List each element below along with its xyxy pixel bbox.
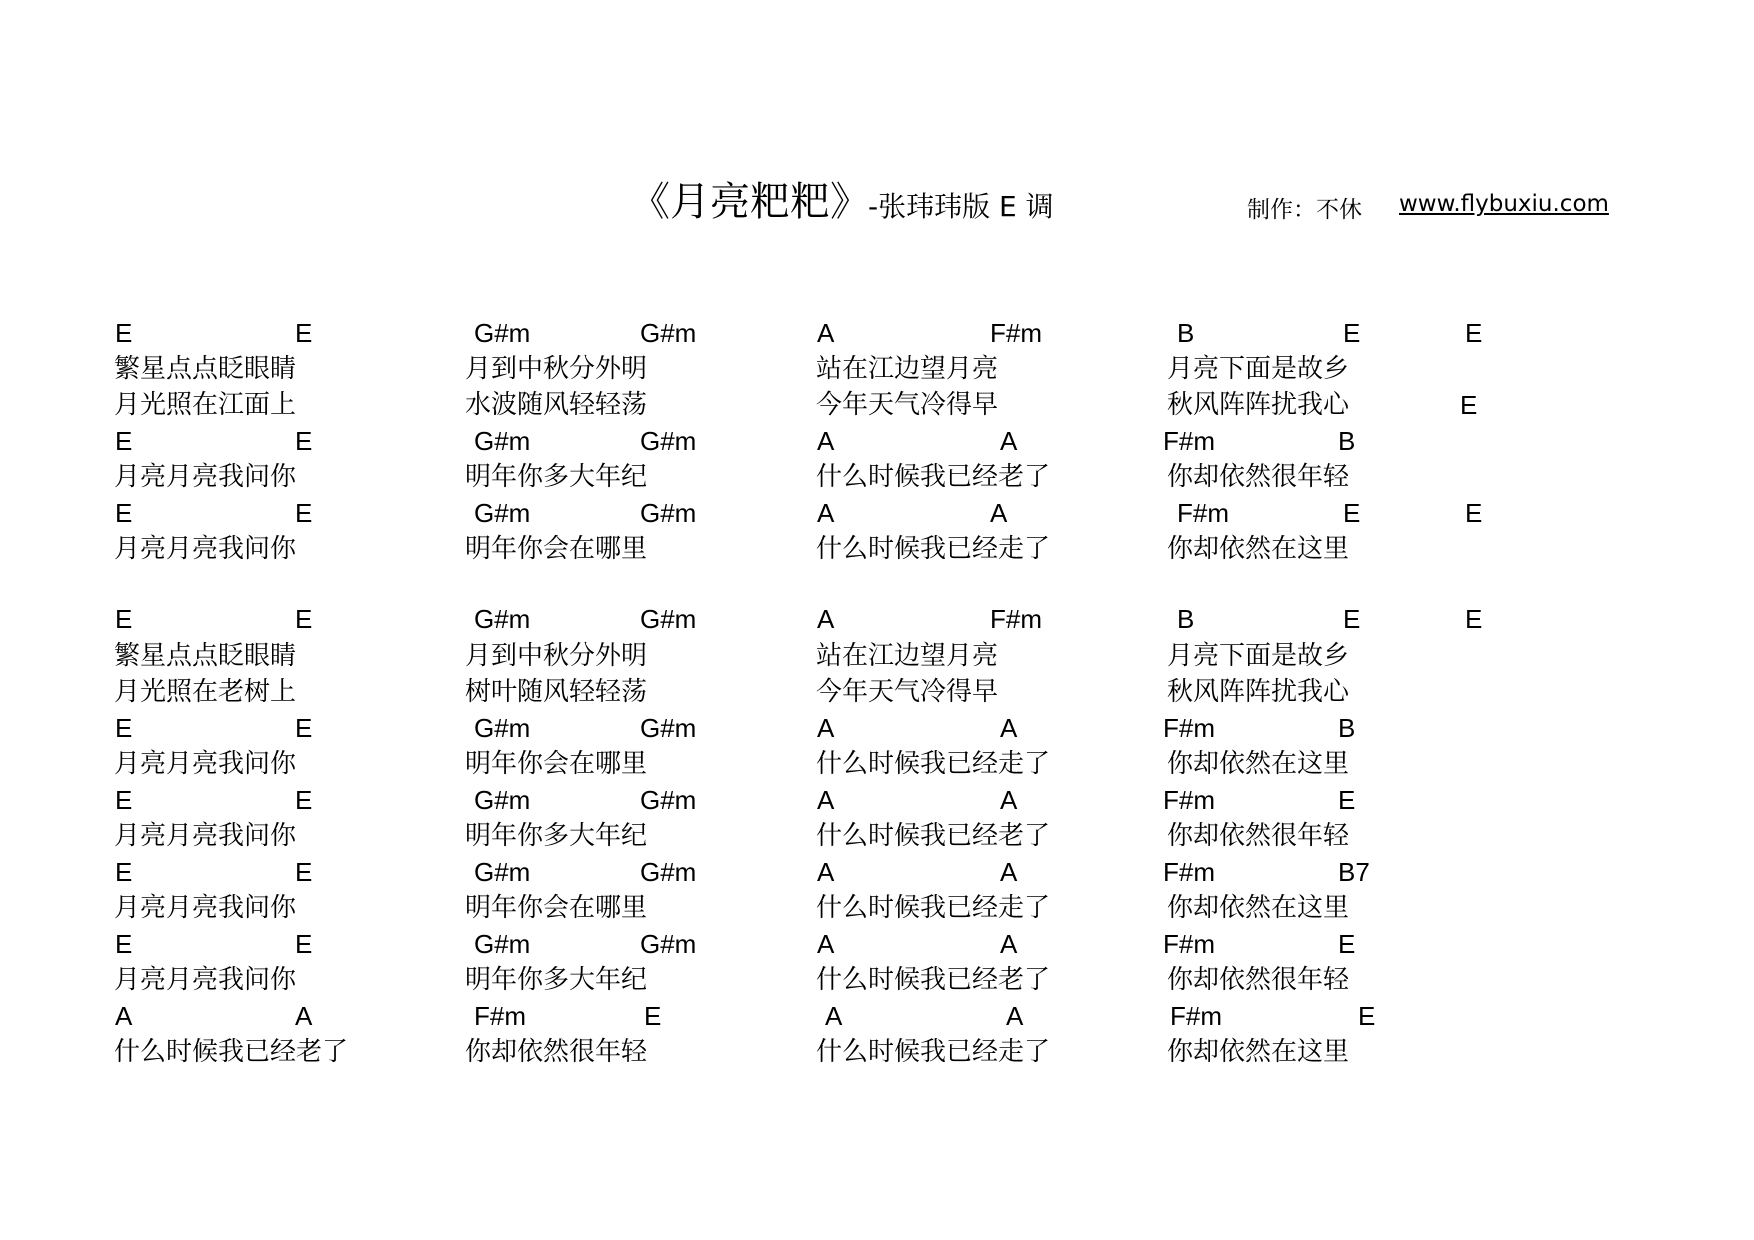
lyric-phrase: 你却依然在这里 (1167, 1037, 1350, 1067)
lyric-phrase: 你却依然在这里 (1167, 749, 1350, 779)
chord-label: G#m (474, 426, 531, 456)
lyric-phrase: 今年天气冷得早 (816, 390, 999, 420)
lyric-phrase: 繁星点点眨眼睛 (114, 641, 297, 671)
chord-label: A (817, 498, 835, 528)
lyric-phrase: 什么时候我已经老了 (816, 965, 1051, 995)
chord-label: E (115, 929, 133, 959)
chord-label: E (1460, 390, 1478, 420)
chord-label: E (295, 857, 313, 887)
chord-label: F#m (1163, 785, 1215, 815)
lyric-phrase: 什么时候我已经走了 (816, 1037, 1051, 1067)
lyric-phrase: 明年你多大年纪 (465, 462, 648, 492)
lyric-phrase: 月亮下面是故乡 (1167, 641, 1350, 671)
chord-label: G#m (474, 318, 531, 348)
lyric-phrase: 什么时候我已经走了 (816, 749, 1051, 779)
lyric-phrase: 你却依然很年轻 (1167, 965, 1350, 995)
chord-label: A (817, 713, 835, 743)
chord-label: A (817, 929, 835, 959)
chord-label: G#m (474, 498, 531, 528)
lyric-phrase: 明年你多大年纪 (465, 965, 648, 995)
chord-label: E (1343, 318, 1361, 348)
chord-label: G#m (640, 604, 697, 634)
chord-label: E (295, 604, 313, 634)
chord-label: G#m (474, 713, 531, 743)
chord-label: E (115, 318, 133, 348)
chord-label: A (817, 426, 835, 456)
chord-label: A (295, 1001, 313, 1031)
lyric-phrase: 什么时候我已经走了 (816, 534, 1051, 564)
lyric-phrase: 树叶随风轻轻荡 (465, 677, 648, 707)
chord-label: G#m (640, 929, 697, 959)
lyric-phrase: 秋风阵阵扰我心 (1167, 677, 1350, 707)
chord-label: A (817, 857, 835, 887)
chord-label: E (115, 713, 133, 743)
lyric-phrase: 月亮月亮我问你 (114, 462, 297, 492)
chord-label: A (1000, 857, 1018, 887)
lyric-phrase: 月亮月亮我问你 (114, 534, 297, 564)
chord-label: E (115, 604, 133, 634)
lyric-phrase: 你却依然很年轻 (1167, 821, 1350, 851)
chord-label: B7 (1338, 857, 1370, 887)
chord-label: E (295, 929, 313, 959)
chord-label: E (1465, 318, 1483, 348)
chord-label: F#m (474, 1001, 526, 1031)
chord-label: E (295, 785, 313, 815)
lyric-phrase: 明年你会在哪里 (465, 749, 648, 779)
chord-label: F#m (1177, 498, 1229, 528)
chord-label: E (295, 713, 313, 743)
chord-label: E (1465, 498, 1483, 528)
lyric-phrase: 月到中秋分外明 (465, 354, 648, 384)
song-title: 《月亮粑粑》 (630, 179, 870, 225)
lyric-phrase: 什么时候我已经老了 (816, 821, 1051, 851)
chord-label: F#m (990, 604, 1042, 634)
chord-label: E (295, 318, 313, 348)
chord-label: A (825, 1001, 843, 1031)
lyric-phrase: 月亮下面是故乡 (1167, 354, 1350, 384)
chord-label: E (1343, 498, 1361, 528)
lyric-phrase: 你却依然很年轻 (465, 1037, 648, 1067)
chord-label: F#m (1163, 713, 1215, 743)
chord-label: E (295, 426, 313, 456)
chord-label: A (1000, 785, 1018, 815)
chord-label: G#m (474, 604, 531, 634)
chord-label: E (115, 785, 133, 815)
chord-label: G#m (640, 857, 697, 887)
chord-label: G#m (474, 929, 531, 959)
chord-label: B (1338, 426, 1356, 456)
lyric-phrase: 你却依然在这里 (1167, 534, 1350, 564)
lyric-phrase: 明年你多大年纪 (465, 821, 648, 851)
lyric-phrase: 秋风阵阵扰我心 (1167, 390, 1350, 420)
lyric-phrase: 你却依然很年轻 (1167, 462, 1350, 492)
song-subtitle: -张玮玮版 E 调 (868, 190, 1054, 223)
chord-label: E (1338, 785, 1356, 815)
chord-label: A (1000, 713, 1018, 743)
lyric-phrase: 站在江边望月亮 (816, 354, 999, 384)
lyric-phrase: 什么时候我已经老了 (114, 1037, 349, 1067)
lyric-phrase: 明年你会在哪里 (465, 893, 648, 923)
chord-label: B (1177, 604, 1195, 634)
chord-label: E (1465, 604, 1483, 634)
chord-label: A (817, 785, 835, 815)
chord-label: A (817, 318, 835, 348)
chord-label: F#m (1163, 929, 1215, 959)
chord-label: E (644, 1001, 662, 1031)
chord-label: G#m (474, 857, 531, 887)
lyric-phrase: 月亮月亮我问你 (114, 965, 297, 995)
chord-label: A (115, 1001, 133, 1031)
chord-label: G#m (640, 785, 697, 815)
lyric-phrase: 什么时候我已经老了 (816, 462, 1051, 492)
chord-label: A (990, 498, 1008, 528)
chord-label: G#m (640, 498, 697, 528)
chord-label: G#m (474, 785, 531, 815)
lyric-phrase: 繁星点点眨眼睛 (114, 354, 297, 384)
lyric-phrase: 月到中秋分外明 (465, 641, 648, 671)
chord-label: E (115, 426, 133, 456)
lyric-phrase: 今年天气冷得早 (816, 677, 999, 707)
lyric-phrase: 什么时候我已经走了 (816, 893, 1051, 923)
chord-label: E (1358, 1001, 1376, 1031)
lyric-phrase: 月亮月亮我问你 (114, 749, 297, 779)
chord-label: E (295, 498, 313, 528)
chord-label: G#m (640, 713, 697, 743)
lyric-phrase: 月光照在江面上 (114, 390, 297, 420)
chord-label: E (115, 498, 133, 528)
chord-label: A (1000, 929, 1018, 959)
chord-label: A (1000, 426, 1018, 456)
lyric-phrase: 月亮月亮我问你 (114, 821, 297, 851)
chord-label: A (1006, 1001, 1024, 1031)
chord-label: G#m (640, 426, 697, 456)
chord-label: B (1338, 713, 1356, 743)
lyric-phrase: 月光照在老树上 (114, 677, 297, 707)
chord-label: B (1177, 318, 1195, 348)
chord-label: G#m (640, 318, 697, 348)
chord-label: F#m (1163, 857, 1215, 887)
lyric-phrase: 你却依然在这里 (1167, 893, 1350, 923)
website-link[interactable]: www.flybuxiu.com (1399, 191, 1609, 217)
chord-label: F#m (1170, 1001, 1222, 1031)
chord-label: F#m (1163, 426, 1215, 456)
chord-label: F#m (990, 318, 1042, 348)
credit-text: 制作：不休 (1247, 197, 1362, 223)
chord-label: E (115, 857, 133, 887)
lyric-phrase: 明年你会在哪里 (465, 534, 648, 564)
chord-label: E (1343, 604, 1361, 634)
lyric-phrase: 水波随风轻轻荡 (465, 390, 648, 420)
lyric-phrase: 月亮月亮我问你 (114, 893, 297, 923)
chord-label: E (1338, 929, 1356, 959)
chord-label: A (817, 604, 835, 634)
lyric-phrase: 站在江边望月亮 (816, 641, 999, 671)
